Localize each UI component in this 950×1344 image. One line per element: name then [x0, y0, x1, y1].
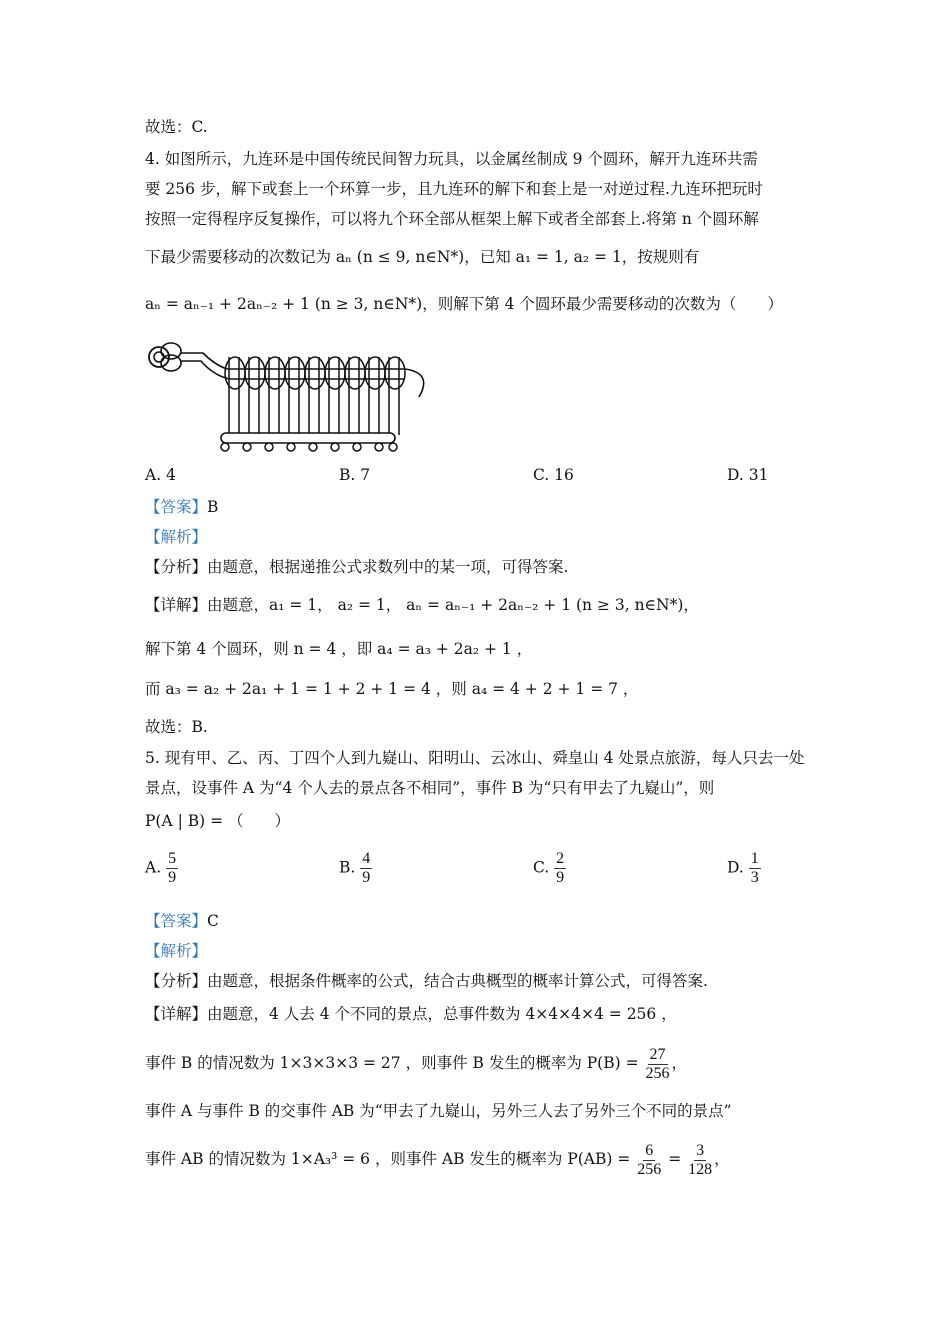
q4-analysis-label: 【解析】: [145, 528, 208, 546]
q4-option-c: C. 16: [533, 466, 574, 484]
q5-step3-end: ，: [714, 1150, 730, 1168]
q5-line3: P(A | B) = （ ）: [145, 812, 291, 830]
q5-fenxi: [145, 970, 708, 992]
q5-step3-fraction-2: [686, 1142, 714, 1179]
q5-option-b-fraction: [360, 850, 372, 887]
q5-step2: 事件 A 与事件 B 的交事件 AB 为“甲去了九嶷山，另外三人去了另外三个不同的景点”: [145, 1102, 732, 1120]
q5-step1-fraction: [644, 1046, 672, 1083]
q4-line5: aₙ = aₙ₋₁ + 2aₙ₋₂ + 1 (n ≥ 3, n∈N*)，则解下第 4 个圆环最少需要移动的次数为（ ）: [145, 295, 783, 313]
q5-step3-text: 事件 AB 的情况数为 1×A₃³ = 6 ，则事件 AB 发生的概率为 P(AB) =: [145, 1150, 631, 1168]
q5-answer: [145, 910, 219, 932]
q5-step3-num2: 3: [696, 1141, 705, 1159]
q5-option-c-den: 9: [556, 869, 565, 886]
q5-step3: [145, 1138, 730, 1180]
q5-option-d-fraction: [749, 850, 761, 887]
q5-xiangjie-label: 【详解】: [145, 1005, 208, 1023]
q5-step3-den2: 128: [688, 1160, 713, 1178]
q5-option-d-letter: D.: [727, 858, 744, 877]
q5-answer-value: C: [207, 912, 219, 930]
q5-step3-equals: =: [668, 1150, 682, 1168]
q5-option-b: [339, 850, 372, 887]
q4-step2: 而 a₃ = a₂ + 2a₁ + 1 = 1 + 2 + 1 = 4 ，则 a₄ = 4 + 2 + 1 = 7 ，: [145, 680, 639, 698]
q5-option-b-letter: B.: [339, 858, 356, 877]
q5-line1: 5. 现有甲、乙、丙、丁四个人到九嶷山、阳明山、云冰山、舜皇山 4 处景点旅游，每人只去一处: [145, 749, 805, 767]
q5-step3-num1: 6: [645, 1141, 654, 1159]
q5-step3-den1: 256: [637, 1160, 662, 1178]
nine-rings-figure: [143, 335, 433, 455]
q4-xiangjie: [145, 594, 699, 616]
q4-answer-label: 【答案】: [145, 498, 208, 516]
q5-option-c-fraction: [554, 850, 566, 887]
q5-analysis: [145, 940, 207, 962]
q4-xiangjie-text: 由题意，a₁ = 1， a₂ = 1， aₙ = aₙ₋₁ + 2aₙ₋₂ + 1 (n ≥ 3, n∈N*)，: [207, 596, 699, 614]
q4-step1: 解下第 4 个圆环，则 n = 4 ，即 a₄ = a₃ + 2a₂ + 1 ，: [145, 640, 533, 658]
q5-option-a-letter: A.: [145, 858, 162, 877]
q5-step1-text: 事件 B 的情况数为 1×3×3×3 = 27 ，则事件 B 发生的概率为 P(B) =: [145, 1054, 639, 1072]
q5-answer-label: 【答案】: [145, 912, 208, 930]
q5-step1-end: ，: [671, 1054, 688, 1072]
q5-step1-den: 256: [645, 1064, 670, 1082]
q4-option-b: B. 7: [339, 466, 371, 484]
q5-option-d-den: 3: [750, 869, 759, 886]
q4-line4: 下最少需要移动的次数记为 aₙ (n ≤ 9, n∈N*)，已知 a₁ = 1, a₂ = 1，按规则有: [145, 248, 700, 266]
q4-conclusion: 故选：B.: [145, 718, 208, 736]
q5-option-a-fraction: [166, 850, 178, 887]
q5-option-d: [727, 850, 761, 887]
q4-line2: 要 256 步，解下或套上一个环算一步，且九连环的解下和套上是一对逆过程.九连环把玩时: [145, 180, 763, 198]
q4-analysis: [145, 526, 207, 548]
q4-fenxi-label: 【分析】: [145, 558, 208, 576]
q5-option-c: [533, 850, 566, 887]
q5-step1-num: 27: [649, 1045, 666, 1063]
q5-line2: 景点，设事件 A 为“4 个人去的景点各不相同”，事件 B 为“只有甲去了九嶷山”，则: [145, 779, 715, 797]
q5-option-b-num: 4: [362, 850, 371, 867]
q5-option-a-num: 5: [168, 850, 177, 867]
q5-fenxi-text: 由题意，根据条件概率的公式，结合古典概型的概率计算公式，可得答案.: [207, 972, 708, 990]
q5-option-c-num: 2: [556, 850, 565, 867]
q4-option-a: A. 4: [145, 466, 176, 484]
q5-option-a-den: 9: [168, 869, 177, 886]
q5-step1: [145, 1042, 687, 1084]
q5-option-d-num: 1: [750, 850, 759, 867]
q4-xiangjie-label: 【详解】: [145, 596, 208, 614]
q4-line3: 按照一定得程序反复操作，可以将九个环全部从框架上解下或者全部套上.将第 n 个圆环解: [145, 210, 759, 228]
q4-answer-value: B: [207, 498, 219, 516]
q4-fenxi: [145, 556, 568, 578]
q5-option-a: [145, 850, 178, 887]
q5-analysis-label: 【解析】: [145, 942, 208, 960]
q5-xiangjie-text: 由题意，4 人去 4 个不同的景点，总事件数为 4×4×4×4 = 256 ，: [207, 1005, 677, 1023]
q5-step3-fraction-1: [635, 1142, 663, 1179]
q4-option-d: D. 31: [727, 466, 769, 484]
q4-fenxi-text: 由题意，根据递推公式求数列中的某一项，可得答案.: [207, 558, 569, 576]
q5-option-b-den: 9: [362, 869, 371, 886]
prev-conclusion: 故选：C.: [145, 118, 208, 136]
q4-answer: [145, 496, 218, 518]
q5-xiangjie: [145, 1003, 677, 1025]
q5-option-c-letter: C.: [533, 858, 550, 877]
q5-fenxi-label: 【分析】: [145, 972, 208, 990]
q4-line1: 4. 如图所示，九连环是中国传统民间智力玩具，以金属丝制成 9 个圆环，解开九连环共需: [145, 150, 758, 168]
